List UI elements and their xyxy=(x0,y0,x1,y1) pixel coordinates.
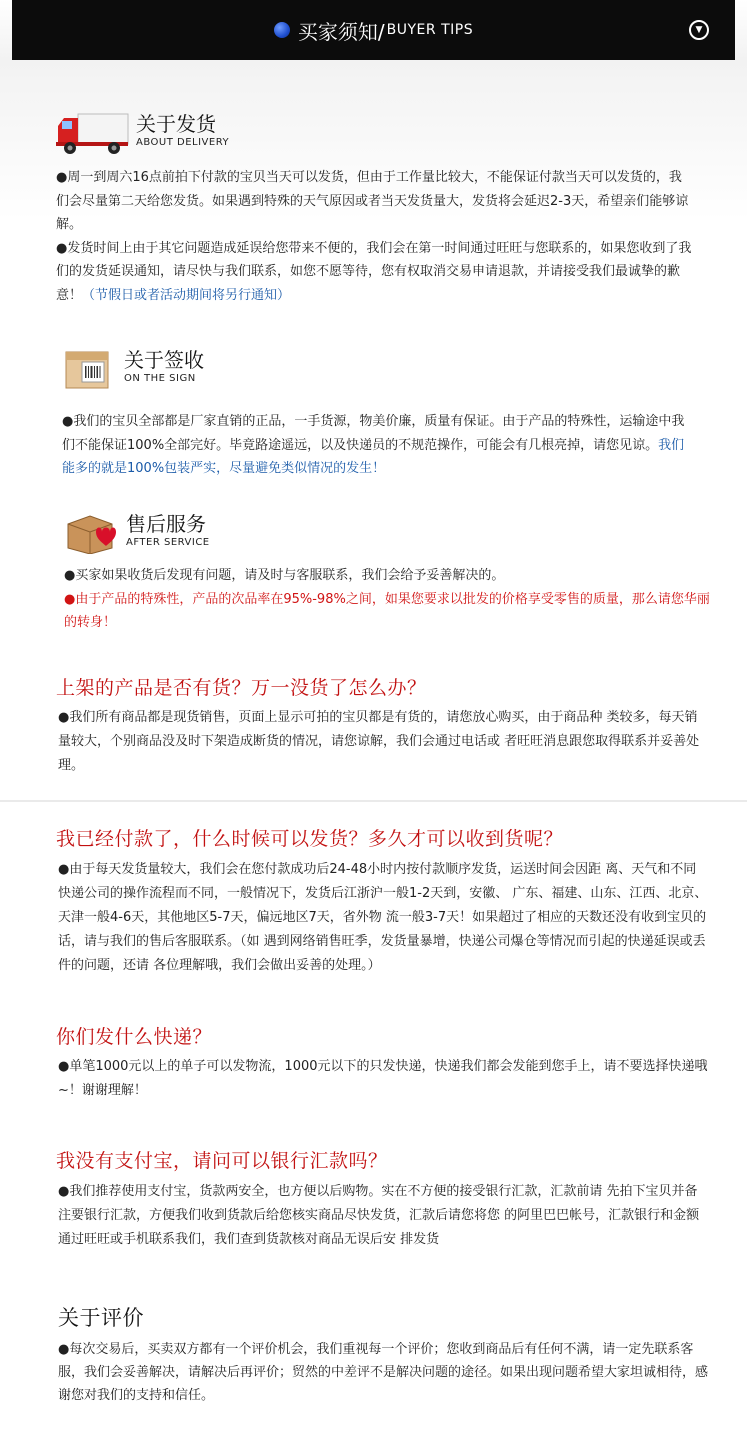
heart-box-icon xyxy=(66,512,122,554)
sign-paragraph-1-text: ●我们的宝贝全部都是厂家直销的正品，一手货源，物美价廉，质量有保证。由于产品的特殊性，运输途中我们不能保证100%全部完好。毕竟路途遥远，以及快递员的不规范操作，可能会有几根亮掉，请您见谅。 xyxy=(62,414,685,453)
delivery-title-cn: 关于发货 xyxy=(136,111,216,136)
q4-text: ●我们推荐使用支付宝，货款两安全，也方便以后购物。实在不方便的接受银行汇款，汇款前请 先拍下宝贝并备注要银行汇款，方便我们收到货款后给您核实商品尽快发货，汇款后请您将您 的阿里巴巴帐号，汇款银行和金额通过旺旺或手机联系我们，我们查到货款核对商品无误后安 排发货 xyxy=(58,1184,700,1247)
review-title: 关于评价 xyxy=(58,1306,144,1330)
service-title-en: AFTER SERVICE xyxy=(126,536,210,548)
sign-title-cn: 关于签收 xyxy=(124,347,204,372)
delivery-holiday-note: （节假日或者活动期间将另行通知） xyxy=(82,287,291,303)
service-heading xyxy=(66,512,210,554)
q2-text: ●由于每天发货量较大，我们会在您付款成功后24-48小时内按付款顺序发货，运送时间会因距 离、天气和不同快递公司的操作流程而不同，一般情况下，发货后江浙沪一般1-2天到，安徽、 广东、福建、山东、江西、北京、天津一般4-6天，其他地区5-7天，偏远地区7天，省外物 流一般3-7天！如果超过了相应的天数还没有收到宝贝的话，请与我们的售后客服联系。（如 遇到网络销售旺季，发货量暴增，快递公司爆仓等情况而引起的快递延误或丢件的问题，还请 各位理解哦，我们会做出妥善的处理。） xyxy=(58,862,708,973)
sign-paragraph-1 xyxy=(62,410,692,481)
q3-title: 你们发什么快递？ xyxy=(56,1026,213,1048)
service-paragraph-2: ●由于产品的特殊性，产品的次品率在95%-98%之间，如果您要求以批发的价格享受零售的质量，那么请您华丽的转身！ xyxy=(64,591,710,630)
header-title-en: BUYER TIPS xyxy=(386,22,474,38)
delivery-heading xyxy=(56,110,229,156)
q1-text: ●我们所有商品都是现货销售，页面上显示可拍的宝贝都是有货的，请您放心购买，由于商品种 类较多，每天销量较大，个别商品没及时下架造成断货的情况，请您谅解，我们会通过电话或 者旺旺消息跟您取得联系并妥善处理。 xyxy=(58,710,700,773)
blue-dot-icon xyxy=(274,22,290,38)
sign-packaging-note: 我们能多的就是100%包装严实，尽量避免类似情况的发生！ xyxy=(62,437,685,476)
review-text: ●每次交易后，买卖双方都有一个评价机会，我们重视每一个评价；您收到商品后有任何不满，请一定先联系客服，我们会妥善解决，请解决后再评价；贸然的中差评不是解决问题的途径。如果出现问题希望大家坦诚相待，感谢您对我们的支持和信任。 xyxy=(58,1342,709,1403)
delivery-title-en: ABOUT DELIVERY xyxy=(136,136,230,148)
delivery-paragraph-1: ●周一到周六16点前拍下付款的宝贝当天可以发货，但由于工作量比较大，不能保证付款当天可以发货的，我们会尽量第二天给您发货。如果遇到特殊的天气原因或者当天发货量大，发货将会延迟2-3天，希望亲们能够谅解。 xyxy=(56,170,689,232)
delivery-paragraph-2-text: ●发货时间上由于其它问题造成延误给您带来不便的，我们会在第一时间通过旺旺与您联系的，如果您收到了我们的发货延误通知，请尽快与我们联系，如您不愿等待，您有权取消交易申请退款，并请接受我们最诚挚的歉意！ xyxy=(56,240,692,303)
service-paragraph-1: ●买家如果收货后发现有问题，请及时与客服联系，我们会给予妥善解决的。 xyxy=(64,568,505,583)
dropdown-circle-icon[interactable]: ▼ xyxy=(689,20,709,40)
sign-text xyxy=(62,410,692,481)
delivery-truck-icon xyxy=(56,110,130,156)
q3-text: ●单笔1000元以上的单子可以发物流，1000元以下的只发快递，快递我们都会发能到您手上，请不要选择快递哦~！谢谢理解！ xyxy=(58,1059,708,1098)
barcode-box-icon xyxy=(62,346,112,392)
delivery-paragraph-2 xyxy=(56,237,692,308)
q2-title: 我已经付款了，什么时候可以发货？多久才可以收到货呢？ xyxy=(56,828,564,850)
section-divider xyxy=(0,800,747,802)
service-title-cn: 售后服务 xyxy=(126,511,206,536)
sign-title-en: ON THE SIGN xyxy=(124,372,196,384)
header-bar xyxy=(12,0,735,60)
service-text xyxy=(64,564,720,635)
q1-title: 上架的产品是否有货？万一没货了怎么办？ xyxy=(56,677,427,699)
header-title-cn: 买家须知/ xyxy=(297,19,385,44)
q4-title: 我没有支付宝，请问可以银行汇款吗？ xyxy=(56,1150,388,1172)
sign-heading xyxy=(62,346,204,392)
delivery-text xyxy=(56,166,692,307)
